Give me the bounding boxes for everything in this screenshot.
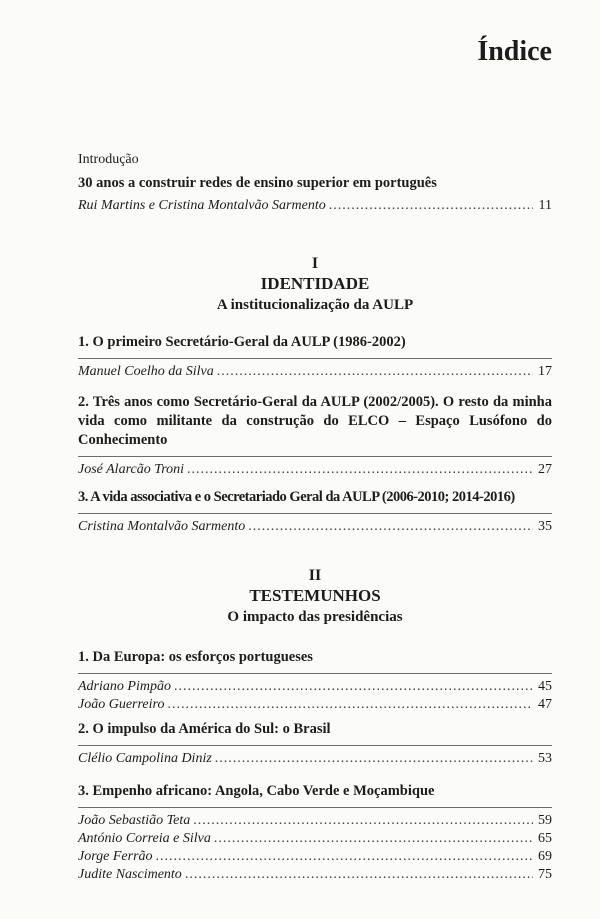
entry-author: Adriano Pimpão — [78, 679, 171, 694]
chapter-block — [78, 782, 552, 884]
entry-page: 27 — [538, 462, 552, 477]
chapter-block — [78, 648, 552, 714]
leader-dots — [174, 678, 533, 696]
leader-dots — [185, 866, 533, 884]
chapter-title: 2. O impulso da América do Sul: o Brasil — [78, 721, 331, 737]
entry-author: António Correia e Silva — [78, 831, 211, 846]
section-subtitle: A institucionalização da AULP — [216, 297, 414, 313]
section-subtitle: O impacto das presidências — [227, 609, 403, 625]
entry-page: 11 — [538, 198, 552, 213]
toc-entry[interactable] — [78, 750, 552, 768]
toc-entry[interactable] — [78, 678, 552, 696]
entry-author: Jorge Ferrão — [78, 849, 153, 864]
entry-page: 35 — [538, 519, 552, 534]
entry-page: 75 — [538, 867, 552, 882]
divider — [78, 745, 552, 746]
entry-page: 59 — [538, 813, 552, 828]
chapter-title: 30 anos a construir redes de ensino superior em português — [78, 175, 437, 191]
toc-entry[interactable] — [78, 848, 552, 866]
leader-dots — [193, 812, 533, 830]
toc-entry[interactable] — [78, 363, 552, 381]
page-title: Índice — [477, 36, 552, 67]
toc-entry[interactable] — [78, 866, 552, 884]
chapter-title: 2. Três anos como Secretário-Geral da AULP (2002/2005). O resto da minha vida como militante da construção do ELCO – Espaço Lusófono do Conhecimento — [78, 394, 552, 448]
chapter-block — [78, 333, 552, 381]
entry-page: 65 — [538, 831, 552, 846]
toc-entry[interactable] — [78, 812, 552, 830]
leader-dots — [217, 363, 533, 381]
entry-author: José Alarcão Troni — [78, 462, 185, 477]
section-heading — [78, 255, 552, 314]
section-heading — [78, 567, 552, 626]
chapter-title: 1. O primeiro Secretário-Geral da AULP (1986-2002) — [78, 334, 406, 350]
divider — [78, 358, 552, 359]
entry-page: 45 — [538, 679, 552, 694]
leader-dots — [248, 518, 533, 536]
leader-dots — [215, 750, 533, 768]
section-title: TESTEMUNHOS — [249, 586, 381, 605]
entry-author: Cristina Montalvão Sarmento — [78, 519, 246, 534]
entry-author: Clélio Campolina Diniz — [78, 751, 212, 766]
leader-dots — [329, 197, 533, 215]
toc-entry[interactable] — [78, 197, 552, 215]
entry-page: 47 — [538, 697, 552, 712]
chapter-block — [78, 720, 552, 768]
entry-author: Manuel Coelho da Silva — [78, 364, 214, 379]
section-title: IDENTIDADE — [260, 274, 370, 293]
leader-dots — [156, 848, 533, 866]
toc-entry[interactable] — [78, 461, 552, 479]
entry-author: Judite Nascimento — [78, 867, 182, 882]
leader-dots — [214, 830, 533, 848]
toc-entry[interactable] — [78, 518, 552, 536]
entry-page: 53 — [538, 751, 552, 766]
section-number: I — [311, 255, 319, 272]
chapter-title: 1. Da Europa: os esforços portugueses — [78, 649, 313, 665]
toc-entry[interactable] — [78, 830, 552, 848]
entry-page: 69 — [538, 849, 552, 864]
divider — [78, 513, 552, 514]
divider — [78, 673, 552, 674]
leader-dots — [187, 461, 533, 479]
intro-block — [78, 174, 552, 215]
leader-dots — [167, 696, 533, 714]
chapter-title: 3. Empenho africano: Angola, Cabo Verde e Moçambique — [78, 783, 435, 799]
chapter-block — [78, 393, 552, 479]
entry-page: 17 — [538, 364, 552, 379]
chapter-block — [78, 488, 552, 536]
section-number: II — [308, 567, 322, 584]
toc-entry[interactable] — [78, 696, 552, 714]
divider — [78, 456, 552, 457]
entry-author: João Sebastião Teta — [78, 813, 191, 828]
entry-author: João Guerreiro — [78, 697, 165, 712]
divider — [78, 807, 552, 808]
chapter-title: 3. A vida associativa e o Secretariado Geral da AULP (2006-2010; 2014-2016) — [78, 489, 515, 505]
intro-label: Introdução — [78, 152, 139, 167]
entry-author: Rui Martins e Cristina Montalvão Sarmento — [78, 198, 326, 213]
